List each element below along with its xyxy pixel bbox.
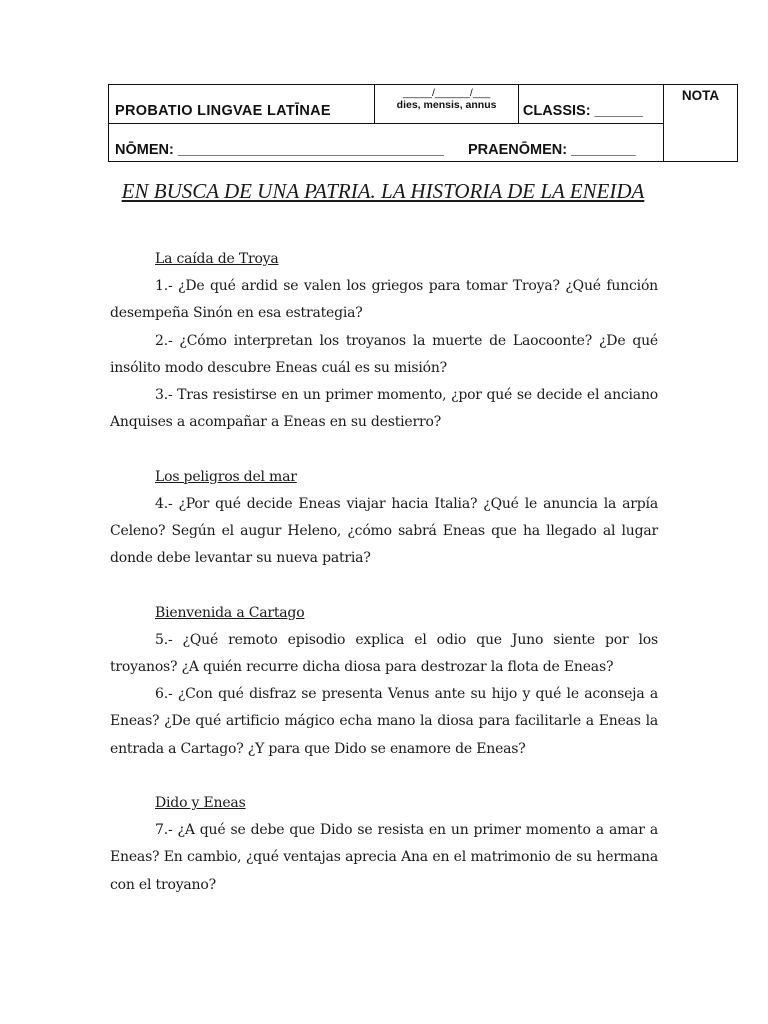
date-label: dies, mensis, annus	[396, 99, 497, 111]
classis-cell	[518, 85, 663, 124]
exam-title-cell	[109, 85, 375, 124]
section-peligros-del-mar	[110, 464, 658, 573]
date-cell	[375, 85, 519, 124]
section-heading: Los peligros del mar	[155, 468, 297, 485]
praenomen-field: PRAENŌMEN: ________	[467, 142, 636, 158]
question-3: 3.- Tras resistirse en un primer momento, ¿por qué se decide el anciano Anquises a acompañar a Eneas en su destierro?	[110, 387, 658, 431]
section-heading: Bienvenida a Cartago	[155, 604, 305, 621]
nomen-field: NŌMEN: _________________________________	[115, 142, 444, 158]
section-heading: Dido y Eneas	[155, 795, 246, 812]
classis-field: CLASSIS: ______	[522, 103, 643, 119]
question-7: 7.- ¿A qué se debe que Dido se resista en un primer momento a amar a Eneas? En cambio, ¿qué ventajas aprecia Ana en el matrimonio de su hermana con el troyano?	[110, 822, 658, 893]
question-2: 2.- ¿Cómo interpretan los troyanos la muerte de Laocoonte? ¿De qué insólito modo descubre Eneas cuál es su misión?	[110, 332, 658, 376]
nota-label: NOTA	[681, 88, 720, 103]
section-caida-de-troya	[110, 246, 658, 436]
questions-body	[110, 246, 658, 899]
question-1: 1.- ¿De qué ardid se valen los griegos para tomar Troya? ¿Qué función desempeña Sinón en esa estrategia?	[110, 278, 658, 322]
exam-title: PROBATIO LINGVAE LATĪNAE	[115, 103, 331, 119]
question-4: 4.- ¿Por qué decide Eneas viajar hacia Italia? ¿Qué le anuncia la arpía Celeno? Según el augur Heleno, ¿cómo sabrá Eneas que ha llegado al lugar donde debe levantar su nueva patria?	[110, 495, 658, 567]
exam-header-table	[108, 84, 738, 162]
question-5: 5.- ¿Qué remoto episodio explica el odio que Juno siente por los troyanos? ¿A quién recurre dicha diosa para destrozar la flota de Eneas?	[110, 631, 658, 676]
document-title: EN BUSCA DE UNA PATRIA. LA HISTORIA DE LA ENEIDA	[121, 179, 645, 203]
nota-cell	[663, 85, 737, 162]
date-blank: _____/______/___	[402, 87, 491, 99]
section-bienvenida-a-cartago	[110, 600, 658, 763]
question-6: 6.- ¿Con qué disfraz se presenta Venus ante su hijo y qué le aconseja a Eneas? ¿De qué artificio mágico echa mano la diosa para facilitarle a Eneas la entrada a Cartago? ¿Y para que Dido se enamore de Eneas?	[110, 686, 658, 757]
name-row	[109, 124, 664, 162]
section-heading: La caída de Troya	[155, 251, 279, 267]
section-dido-y-eneas	[110, 790, 658, 899]
